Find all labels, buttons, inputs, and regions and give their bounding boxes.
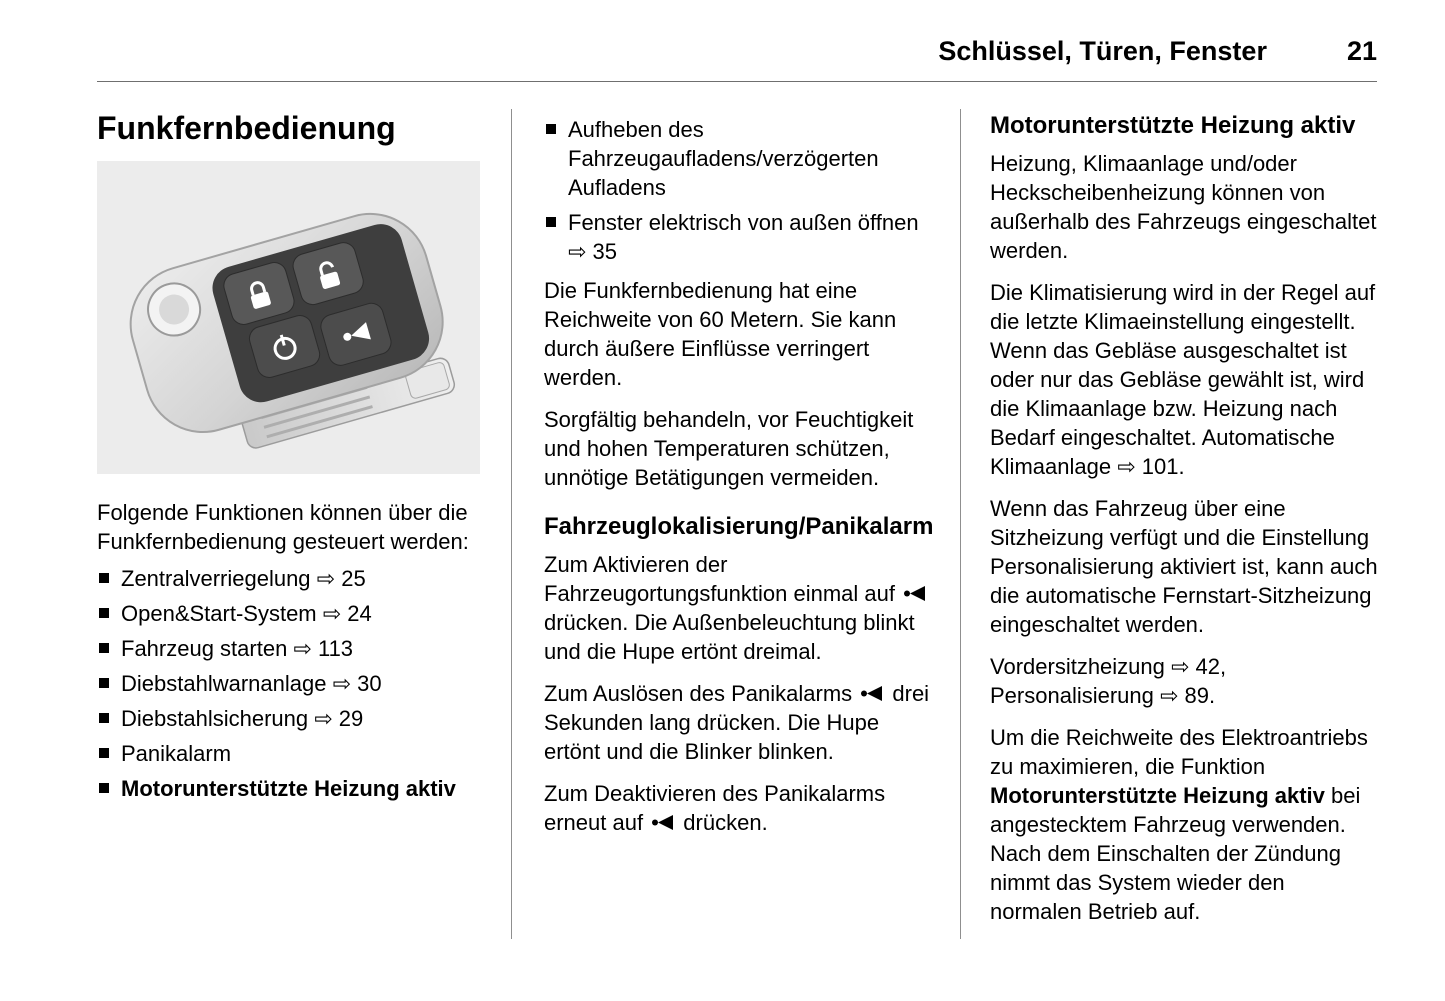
- list-item: [97, 599, 480, 628]
- list-item-text: Panikalarm: [121, 741, 232, 766]
- list-item-text: Fenster elektrisch von außen öffnen ⇨ 35: [568, 210, 919, 264]
- function-list: [97, 564, 480, 803]
- list-item-text: Fahrzeug starten ⇨ 113: [121, 636, 354, 661]
- paragraph-ev-range: [990, 723, 1379, 926]
- header-title: Schlüssel, Türen, Fenster: [938, 36, 1267, 66]
- column-middle: [544, 109, 936, 939]
- bold-emphasis: Motorunterstützte Heizung aktiv: [990, 783, 1325, 808]
- paragraph-heating-intro: Heizung, Klimaanlage und/oder Heckscheibenheizung können von außerhalb des Fahrzeugs eingeschaltet werden.: [990, 151, 1377, 263]
- text-segment: Zum Auslösen des Panikalarms: [544, 681, 859, 706]
- list-item-text: Open&Start-System ⇨ 24: [121, 601, 372, 626]
- section-title: Funkfernbedienung: [97, 110, 396, 146]
- list-item: [97, 564, 480, 593]
- paragraph-panic-on: [544, 679, 936, 766]
- paragraph-seat-heating: Wenn das Fahrzeug über eine Sitzheizung verfügt und die Einstellung Personalisierung aktiviert ist, kann auch die automatische Fernstart-Sitzheizung eingeschaltet werden.: [990, 496, 1378, 637]
- text-segment: Zum Aktivieren der Fahrzeugortungsfunktion einmal auf: [544, 552, 902, 606]
- text-segment: Um die Reichweite des Elektroantriebs zu maximieren, die Funktion: [990, 725, 1368, 779]
- text-segment: drücken. Die Außenbeleuchtung blinkt und die Hupe ertönt dreimal.: [544, 610, 915, 664]
- subsection-heading: Motorunterstützte Heizung aktiv: [990, 112, 1356, 139]
- subsection-heading: Fahrzeuglokalisierung/Panikalarm: [544, 513, 934, 540]
- horn-icon: [651, 813, 675, 832]
- list-item-text: Zentralverriegelung ⇨ 25: [121, 566, 366, 591]
- paragraph-climate: Die Klimatisierung wird in der Regel auf die letzte Klimaeinstellung eingestellt. Wenn das Gebläse ausgeschaltet ist oder nur das Gebläse gewählt ist, wird die Klimaanlage bzw. Heizung nach Bedarf eingeschaltet. Automatische Klimaanlage ⇨ 101.: [990, 280, 1376, 479]
- key-fob-illustration: [97, 161, 480, 474]
- page-number: 21: [1346, 36, 1377, 66]
- column-left: [97, 109, 480, 939]
- text-segment: drücken.: [677, 810, 768, 835]
- list-item-text: Motorunterstützte Heizung aktiv: [121, 776, 456, 801]
- list-item: [544, 115, 936, 202]
- text-segment: drei Sekunden lang drücken. Die Hupe ertönt und die Blinker blinken.: [544, 681, 930, 764]
- key-fob-figure: [97, 161, 480, 474]
- text-segment: bei angestecktem Fahrzeug verwenden. Nach dem Einschalten der Zündung nimmt das System wieder den normalen Betrieb auf.: [990, 783, 1361, 924]
- paragraph-care: Sorgfältig behandeln, vor Feuchtigkeit und hohen Temperaturen schützen, unnötige Betätigungen vermeiden.: [544, 407, 914, 490]
- paragraph-locate: [544, 550, 936, 666]
- list-item: [97, 634, 480, 663]
- intro-paragraph: Folgende Funktionen können über die Funkfernbedienung gesteuert werden:: [97, 500, 469, 554]
- paragraph-panic-off: [544, 779, 936, 837]
- column-divider: [960, 109, 961, 939]
- list-item-text: Diebstahlsicherung ⇨ 29: [121, 706, 364, 731]
- list-item-text: Diebstahlwarnanlage ⇨ 30: [121, 671, 382, 696]
- page-header: [97, 36, 1377, 67]
- list-item: [97, 774, 480, 803]
- list-item: [544, 208, 936, 266]
- column-divider: [511, 109, 512, 939]
- manual-page: [0, 36, 1445, 1001]
- list-item: [97, 704, 480, 733]
- list-item: [97, 739, 480, 768]
- paragraph-references: Vordersitzheizung ⇨ 42, Personalisierung ⇨ 89.: [990, 654, 1227, 708]
- content-columns: [97, 82, 1379, 939]
- horn-icon: [860, 684, 884, 703]
- horn-icon: [903, 584, 927, 603]
- function-list-continued: [544, 115, 936, 266]
- text-segment: Zum Deaktivieren des Panikalarms erneut auf: [544, 781, 886, 835]
- column-right: [990, 109, 1379, 939]
- list-item: [97, 669, 480, 698]
- paragraph-range: Die Funkfernbedienung hat eine Reichweite von 60 Metern. Sie kann durch äußere Einflüsse verringert werden.: [544, 278, 897, 390]
- list-item-text: Aufheben des Fahrzeugaufladens/verzögerten Aufladens: [568, 117, 879, 200]
